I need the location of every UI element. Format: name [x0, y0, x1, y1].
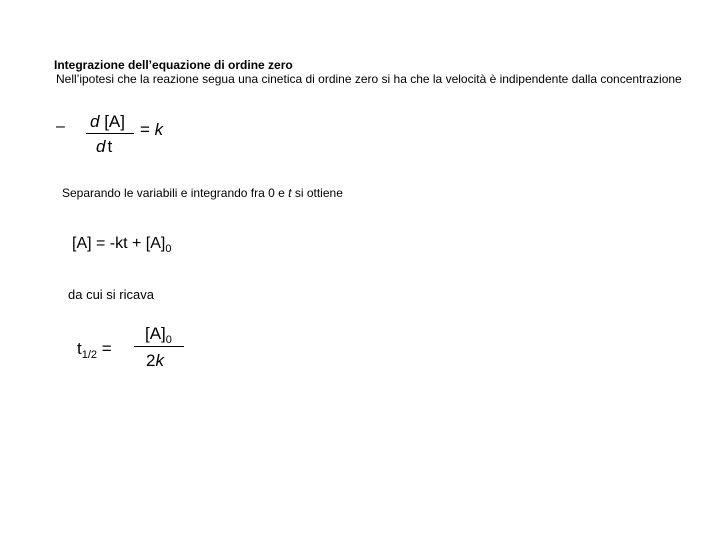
intro-text: Nell’ipotesi che la reazione segua una cinetica di ordine zero si ha che la velocità è indipendente dalla concentrazione [56, 72, 682, 86]
half-life-numerator [145, 324, 172, 346]
rate-denominator-t: t [107, 137, 115, 156]
half-life-numerator-conc: [A] [145, 324, 166, 343]
half-life-t: t [77, 339, 82, 358]
rate-denominator-d: d [96, 137, 108, 156]
rate-fraction-bar [86, 133, 134, 134]
half-life-subscript: 1/2 [81, 349, 98, 361]
document-title: Integrazione dell’equazione di ordine zero [54, 58, 293, 72]
half-life-numerator-subscript: 0 [165, 334, 172, 346]
integrated-subscript: 0 [165, 243, 172, 255]
rate-numerator-d: d [90, 112, 100, 131]
rate-equals: = [140, 120, 150, 139]
separation-t: t [288, 186, 292, 200]
integrated-main: [A] = -kt + [A] [72, 235, 166, 252]
separation-before: Separando le variabili e integrando fra 0 e [62, 186, 289, 200]
half-life-fraction-bar [134, 346, 184, 347]
half-life-lhs [77, 339, 112, 361]
rate-numerator-conc: [A] [99, 112, 125, 131]
rate-k: k [154, 120, 164, 139]
half-life-denominator-2: 2 [146, 351, 156, 370]
half-life-denominator [146, 351, 164, 371]
rate-denominator [96, 137, 114, 157]
half-life-equals: = [97, 339, 112, 358]
rate-rhs [140, 120, 163, 140]
half-life-denominator-k: k [155, 351, 164, 370]
separation-after: si ottiene [291, 186, 343, 200]
rate-minus-sign: – [56, 118, 65, 135]
rate-numerator [90, 112, 125, 132]
separation-text [62, 186, 343, 200]
integrated-rate-law [72, 235, 172, 255]
da-cui-text: da cui si ricava [68, 287, 154, 302]
